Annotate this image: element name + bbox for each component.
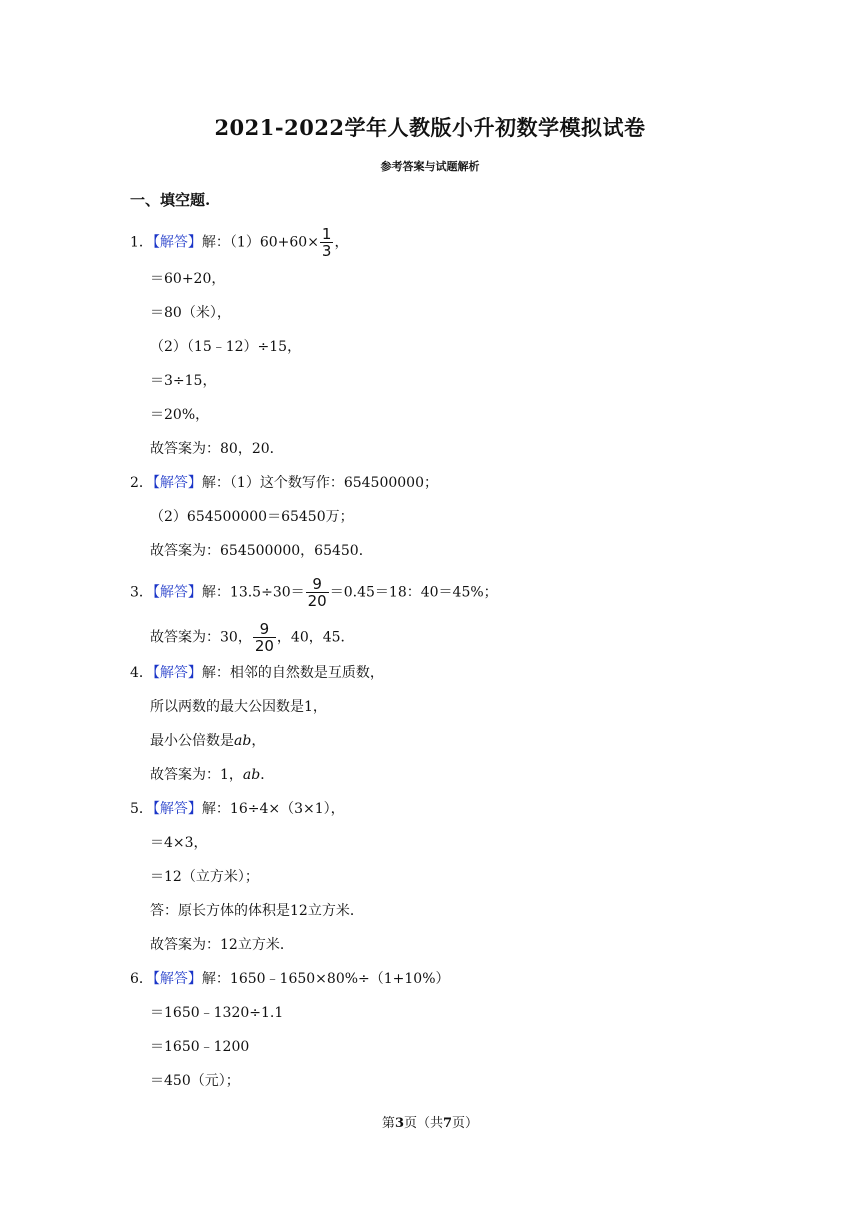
question-text-tail: ， <box>334 234 349 251</box>
solution-text: 最小公倍数是 <box>150 733 234 749</box>
answer-tag: 【解答】 <box>152 971 202 987</box>
answer-line <box>150 621 355 654</box>
solution-line: 所以两数的最大公因数是1， <box>150 699 327 715</box>
question-text: 解：1650﹣1650×80%÷（1+10%） <box>201 971 450 987</box>
question-6 <box>130 969 450 989</box>
question-text: 解：（1）这个数写作：654500000； <box>201 475 438 491</box>
fraction <box>320 226 334 259</box>
section-title: 一、填空题. <box>130 191 211 209</box>
question-text-tail: ＝0.45＝18：40＝45%； <box>329 584 498 601</box>
fraction <box>253 621 276 654</box>
solution-line: （2）654500000＝65450万； <box>150 509 354 525</box>
question-text: 解：16÷4×（3×1）， <box>201 801 345 817</box>
question-2 <box>130 473 438 493</box>
answer-line: 故答案为：80，20． <box>150 441 284 457</box>
fraction-denominator: 3 <box>321 242 332 260</box>
solution-line: ＝20%， <box>150 407 210 423</box>
fraction-numerator: 1 <box>321 225 332 243</box>
question-text: 解：13.5÷30＝ <box>201 584 305 601</box>
question-number: 3． <box>130 584 153 601</box>
solution-text-tail: ， <box>251 733 266 749</box>
fraction-denominator: 20 <box>307 592 327 610</box>
solution-line: 答：原长方体的体积是12立方米． <box>150 903 364 919</box>
answer-tag: 【解答】 <box>152 801 202 817</box>
answer-text-tail: ． <box>260 767 275 783</box>
answer-line <box>150 765 274 785</box>
variable-ab: ab <box>242 767 261 783</box>
question-4 <box>130 663 384 683</box>
answer-text: 故答案为：1， <box>150 767 243 783</box>
page-title: 2021-2022学年人教版小升初数学模拟试卷 <box>214 115 646 140</box>
question-1 <box>130 226 348 259</box>
question-number: 5． <box>130 801 153 817</box>
solution-line: ＝4×3， <box>150 835 208 851</box>
solution-line: ＝1650﹣1200 <box>150 1039 250 1055</box>
question-5 <box>130 799 345 819</box>
question-text: 解：（1）60+60× <box>201 234 319 251</box>
question-text: 解：相邻的自然数是互质数， <box>201 665 384 681</box>
solution-line: ＝1650﹣1320÷1.1 <box>150 1005 284 1021</box>
question-3 <box>130 576 498 609</box>
page-total: 7 <box>443 1116 453 1131</box>
answer-tag: 【解答】 <box>152 475 202 491</box>
answer-tag: 【解答】 <box>152 665 202 681</box>
solution-line <box>150 731 265 751</box>
fraction-numerator: 9 <box>312 575 322 593</box>
footer-text: 页） <box>452 1116 479 1131</box>
question-number: 1． <box>130 234 153 251</box>
variable-ab: ab <box>234 733 252 749</box>
solution-line: ＝60+20， <box>150 271 226 287</box>
page-subtitle: 参考答案与试题解析 <box>380 160 480 173</box>
fraction <box>306 576 329 609</box>
solution-line: ＝450（元）； <box>150 1073 240 1089</box>
question-number: 2． <box>130 475 153 491</box>
answer-tag: 【解答】 <box>152 234 202 251</box>
solution-line: ＝3÷15， <box>150 373 217 389</box>
answer-line: 故答案为：12立方米． <box>150 937 294 953</box>
page-number: 3 <box>394 1116 404 1131</box>
footer-text: 第 <box>381 1116 395 1131</box>
page-footer <box>0 1112 860 1131</box>
solution-line: （2）（15﹣12）÷15， <box>150 339 302 355</box>
fraction-numerator: 9 <box>259 620 270 638</box>
footer-text: 页（共 <box>403 1116 443 1131</box>
fraction-denominator: 20 <box>254 637 274 655</box>
question-number: 4． <box>130 665 153 681</box>
question-number: 6． <box>130 971 153 987</box>
answer-tag: 【解答】 <box>152 584 202 601</box>
solution-line: ＝12（立方米）； <box>150 869 259 885</box>
answer-text-tail: ，40，45． <box>276 629 355 646</box>
answer-text: 故答案为：30， <box>150 629 252 646</box>
answer-line: 故答案为：654500000，65450． <box>150 543 373 559</box>
solution-line: ＝80（米）， <box>150 305 231 321</box>
